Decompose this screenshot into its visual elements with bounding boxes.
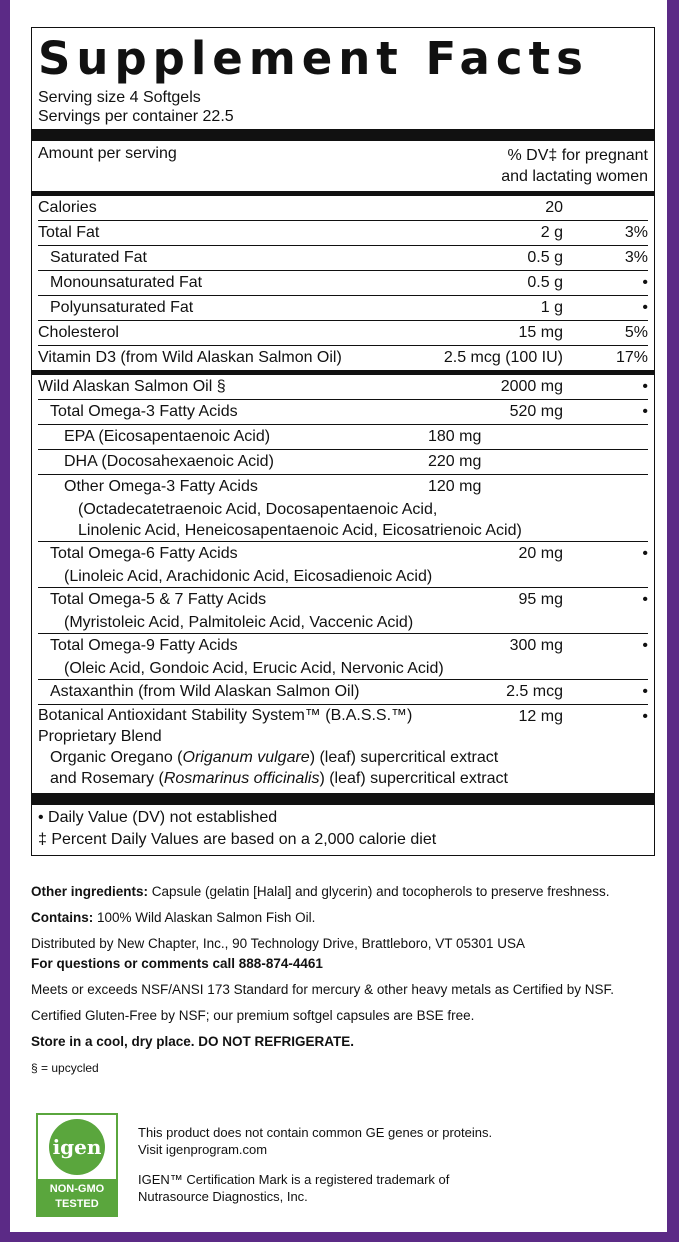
distributor: Distributed by New Chapter, Inc., 90 Technology Drive, Brattleboro, VT 05301 USA bbox=[31, 936, 526, 951]
table-row: Total Omega-6 Fatty Acids (Linoleic Acid, Arachidonic Acid, Eicosadienoic Acid) 20 mg • bbox=[38, 541, 648, 587]
facts-header bbox=[38, 141, 648, 191]
table-row: EPA (Eicosapentaenoic Acid) 180 mg bbox=[38, 424, 648, 449]
igen-statement: This product does not contain common GE genes or proteins. Visit igenprogram.com IGEN™ Certification Mark is a registered trademark of Nutrasource Diagnostics, Inc. bbox=[138, 1125, 493, 1204]
table-row: Polyunsaturated Fat 1 g • bbox=[38, 295, 648, 320]
table-row: Monounsaturated Fat 0.5 g • bbox=[38, 270, 648, 295]
table-row: Other Omega-3 Fatty Acids (Octadecatetraenoic Acid, Docosapentaenoic Acid, Linolenic Acid, Heneicosapentaenoic Acid, Eicosatrienoic Acid) 120 mg bbox=[38, 474, 648, 541]
nsf-statement: Meets or exceeds NSF/ANSI 173 Standard for mercury & other heavy metals as Certified by NSF. bbox=[31, 982, 614, 997]
table-row: Total Omega-9 Fatty Acids (Oleic Acid, Gondoic Acid, Erucic Acid, Nervonic Acid) 300 mg • bbox=[38, 633, 648, 679]
igen-logo-mark: igen bbox=[49, 1119, 105, 1175]
igen-logo: igen NON-GMO TESTED bbox=[36, 1113, 118, 1217]
table-row: Wild Alaskan Salmon Oil § 2000 mg • bbox=[38, 378, 648, 395]
table-row: Saturated Fat 0.5 g 3% bbox=[38, 245, 648, 270]
divider-thick bbox=[32, 129, 654, 141]
gluten-statement: Certified Gluten-Free by NSF; our premium softgel capsules are BSE free. bbox=[31, 1008, 475, 1023]
footnotes: • Daily Value (DV) not established ‡ Percent Daily Values are based on a 2,000 calorie diet bbox=[38, 809, 437, 848]
table-row: Cholesterol 15 mg 5% bbox=[38, 320, 648, 345]
table-row: DHA (Docosahexaenoic Acid) 220 mg bbox=[38, 449, 648, 474]
storage-statement: Store in a cool, dry place. DO NOT REFRIGERATE. bbox=[31, 1034, 355, 1049]
table-row: Total Fat 2 g 3% bbox=[38, 220, 648, 245]
contact-line: For questions or comments call 888-874-4461 bbox=[31, 956, 323, 971]
table-row: Total Omega-3 Fatty Acids 520 mg • bbox=[38, 399, 648, 424]
serving-size: Serving size 4 Softgels bbox=[38, 89, 201, 106]
table-row: Calories 20 bbox=[38, 199, 563, 216]
dv-header: % DV‡ for pregnant and lactating women bbox=[501, 147, 648, 185]
divider-thick bbox=[32, 793, 654, 805]
label-info bbox=[31, 882, 655, 1084]
table-row: Botanical Antioxidant Stability System™ (B.A.S.S.™) Proprietary Blend Organic Oregano (Origanum vulgare) (leaf) supercritical extract and Rosemary (Rosmarinus officinalis) (leaf) supercritical extract 12 mg • bbox=[38, 704, 648, 789]
supplement-facts-panel bbox=[31, 27, 655, 856]
servings-per-container: Servings per container 22.5 bbox=[38, 108, 234, 125]
panel-title: Supplement Facts bbox=[38, 32, 589, 85]
amount-header: Amount per serving bbox=[38, 145, 177, 162]
contains: Contains: 100% Wild Alaskan Salmon Fish Oil. bbox=[31, 910, 316, 925]
upcycled-note: § = upcycled bbox=[31, 1061, 99, 1075]
table-row: Astaxanthin (from Wild Alaskan Salmon Oil) 2.5 mcg • bbox=[38, 679, 648, 704]
label-page bbox=[10, 0, 667, 1232]
table-row: Vitamin D3 (from Wild Alaskan Salmon Oil) 2.5 mcg (100 IU) 17% bbox=[38, 345, 648, 370]
other-ingredients: Other ingredients: Capsule (gelatin [Halal] and glycerin) and tocopherols to preserve freshness. bbox=[31, 884, 610, 899]
table-row: Total Omega-5 & 7 Fatty Acids (Myristoleic Acid, Palmitoleic Acid, Vaccenic Acid) 95 mg • bbox=[38, 587, 648, 633]
